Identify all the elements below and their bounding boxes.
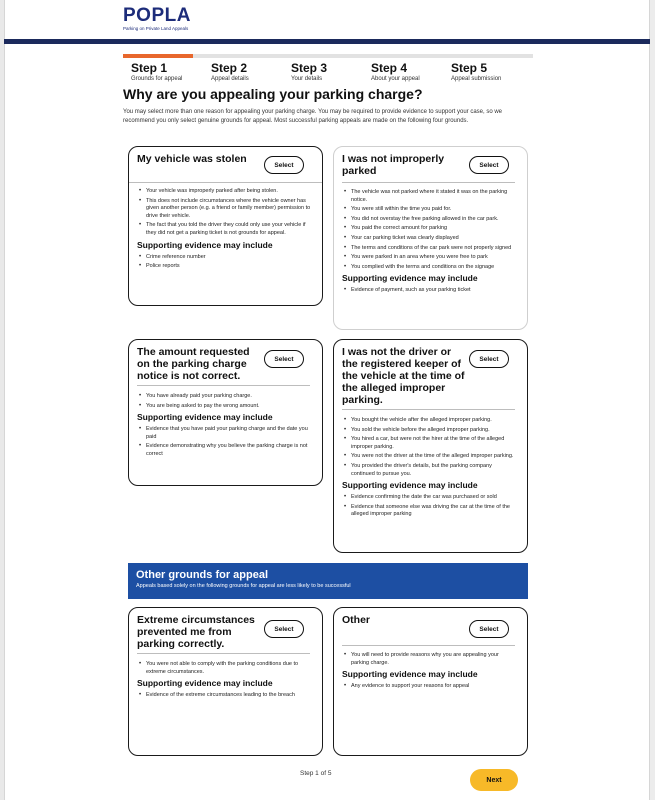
card-content xyxy=(342,417,517,521)
select-stolen-button[interactable]: Select xyxy=(264,156,304,174)
card-title: Extreme circumstances prevented me from parking correctly. xyxy=(137,614,255,650)
card-divider xyxy=(342,182,515,183)
evidence-list xyxy=(137,254,312,271)
evidence-list xyxy=(137,692,312,700)
select-other-button[interactable]: Select xyxy=(469,620,509,638)
reason-item: • The terms and conditions of the car park were not properly signed xyxy=(351,245,517,253)
progress-track xyxy=(123,54,533,58)
card-divider xyxy=(129,182,322,183)
card-title: I was not improperly parked xyxy=(342,153,445,177)
evidence-item: • Crime reference number xyxy=(146,254,312,262)
reason-item: • You did not overstay the free parking allowed in the car park. xyxy=(351,216,517,224)
reason-list xyxy=(137,661,312,676)
reason-item: • Your vehicle was improperly parked after being stolen. xyxy=(146,188,312,196)
step-5 xyxy=(451,62,531,83)
evidence-heading: Supporting evidence may include xyxy=(137,412,273,423)
evidence-item: • Evidence confirming the date the car was purchased or sold xyxy=(351,494,517,502)
step-label: About your appeal xyxy=(371,76,420,82)
reason-item: • You will need to provide reasons why you are appealing your parking charge. xyxy=(351,652,517,667)
page-title: Why are you appealing your parking charge? xyxy=(123,86,423,102)
intro-text: You may select more than one reason for appealing your parking charge. You may be required to provide evidence to support your case, so we recommend you only select genuine grounds for appeal. Most successful parking appeals are made on the following four grounds. xyxy=(123,109,503,124)
card-extreme-circumstances xyxy=(128,607,323,756)
reason-item: • You complied with the terms and conditions on the signage xyxy=(351,264,517,272)
card-title: My vehicle was stolen xyxy=(137,153,247,165)
evidence-heading: Supporting evidence may include xyxy=(137,678,273,689)
reason-item: • This does not include circumstances where the vehicle owner has given another person (e.g. a friend or family member) permission to drive their vehicle. xyxy=(146,198,312,221)
window-frame-right xyxy=(649,0,655,800)
banner-title: Other grounds for appeal xyxy=(136,569,269,581)
evidence-heading: Supporting evidence may include xyxy=(342,669,478,680)
select-extreme-button[interactable]: Select xyxy=(264,620,304,638)
card-amount-not-correct xyxy=(128,339,323,486)
evidence-list xyxy=(342,683,517,691)
step-2 xyxy=(211,62,291,83)
evidence-item: • Any evidence to support your reasons for appeal xyxy=(351,683,517,691)
banner-subtitle: Appeals based solely on the following grounds for appeal are less likely to be successful xyxy=(136,583,351,589)
reason-list xyxy=(342,417,517,478)
header-bar xyxy=(4,39,650,44)
step-number: Step 2 xyxy=(211,61,248,75)
popla-logo[interactable] xyxy=(123,6,191,32)
select-not-driver-button[interactable]: Select xyxy=(469,350,509,368)
step-4 xyxy=(371,62,451,83)
reason-list xyxy=(342,652,517,667)
card-title: Other xyxy=(342,614,371,626)
card-content xyxy=(342,652,517,693)
reason-item: • You are being asked to pay the wrong amount. xyxy=(146,403,312,411)
reason-item: • You were parked in an area where you were free to park xyxy=(351,254,517,262)
evidence-item: • Evidence of the extreme circumstances leading to the breach xyxy=(146,692,312,700)
step-number: Step 5 xyxy=(451,61,488,75)
reason-item: • You bought the vehicle after the alleged improper parking. xyxy=(351,417,517,425)
card-other xyxy=(333,607,528,756)
card-title: The amount requested on the parking charge notice is not correct. xyxy=(137,346,250,382)
step-label: Grounds for appeal xyxy=(131,76,183,82)
step-label: Appeal details xyxy=(211,76,249,82)
evidence-list xyxy=(342,287,517,295)
card-divider xyxy=(342,645,515,646)
step-number: Step 3 xyxy=(291,61,328,75)
reason-item: • You were not the driver at the time of the alleged improper parking. xyxy=(351,453,517,461)
reason-item: • The vehicle was not parked where it stated it was on the parking notice. xyxy=(351,189,517,204)
card-content xyxy=(137,393,312,461)
step-label: Your details xyxy=(291,76,323,82)
reason-item: • The fact that you told the driver they could only use your vehicle if they did not get a parking ticket is not grounds for appeal. xyxy=(146,222,312,237)
logo-tagline: Parking on Private Land Appeals xyxy=(123,26,189,31)
evidence-item: • Evidence that you have paid your parking charge and the date you paid xyxy=(146,426,312,441)
card-vehicle-stolen xyxy=(128,146,323,306)
other-grounds-banner xyxy=(128,563,528,599)
evidence-list xyxy=(137,426,312,458)
step-3 xyxy=(291,62,371,83)
reason-item: • You provided the driver's details, but the parking company continued to pursue you. xyxy=(351,463,517,478)
step-number: Step 4 xyxy=(371,61,408,75)
select-not-improperly-parked-button[interactable]: Select xyxy=(469,156,509,174)
reason-item: • You hired a car, but were not the hirer at the time of the alleged improper parking. xyxy=(351,436,517,451)
reason-item: • You have already paid your parking charge. xyxy=(146,393,312,401)
card-title: I was not the driver or the registered keeper of the vehicle at the time of the alleged improper parking. xyxy=(342,346,465,406)
evidence-list xyxy=(342,494,517,519)
select-amount-button[interactable]: Select xyxy=(264,350,304,368)
card-content xyxy=(137,188,312,273)
evidence-item: • Police reports xyxy=(146,263,312,271)
reason-item: • You were still within the time you paid for. xyxy=(351,206,517,214)
reason-item: • You sold the vehicle before the alleged improper parking. xyxy=(351,427,517,435)
evidence-item: • Evidence of payment, such as your parking ticket xyxy=(351,287,517,295)
evidence-heading: Supporting evidence may include xyxy=(342,273,478,284)
evidence-item: • Evidence demonstrating why you believe the parking charge is not correct xyxy=(146,443,312,458)
step-number: Step 1 xyxy=(131,61,168,75)
logo-wordmark: POPLA xyxy=(123,5,191,26)
card-content xyxy=(137,661,312,702)
card-divider xyxy=(137,653,310,654)
progress-fill xyxy=(123,54,193,58)
window-frame-left xyxy=(0,0,5,800)
evidence-heading: Supporting evidence may include xyxy=(137,239,273,250)
reason-list xyxy=(342,189,517,271)
card-not-driver-or-keeper xyxy=(333,339,528,553)
step-label: Appeal submission xyxy=(451,76,502,82)
reason-item: • You were not able to comply with the parking conditions due to extreme circumstances. xyxy=(146,661,312,676)
reason-list xyxy=(137,188,312,238)
next-button[interactable]: Next xyxy=(470,769,518,791)
evidence-heading: Supporting evidence may include xyxy=(342,480,478,491)
card-content xyxy=(342,189,517,297)
step-1 xyxy=(131,62,211,83)
reason-item: • Your car parking ticket was clearly displayed xyxy=(351,235,517,243)
reason-list xyxy=(137,393,312,410)
evidence-item: • Evidence that someone else was driving the car at the time of the alleged improper parking xyxy=(351,504,517,519)
reason-item: • You paid the correct amount for parking xyxy=(351,225,517,233)
step-counter: Step 1 of 5 xyxy=(300,770,332,777)
card-divider xyxy=(342,409,515,410)
card-not-improperly-parked xyxy=(333,146,528,330)
card-divider xyxy=(137,385,310,386)
